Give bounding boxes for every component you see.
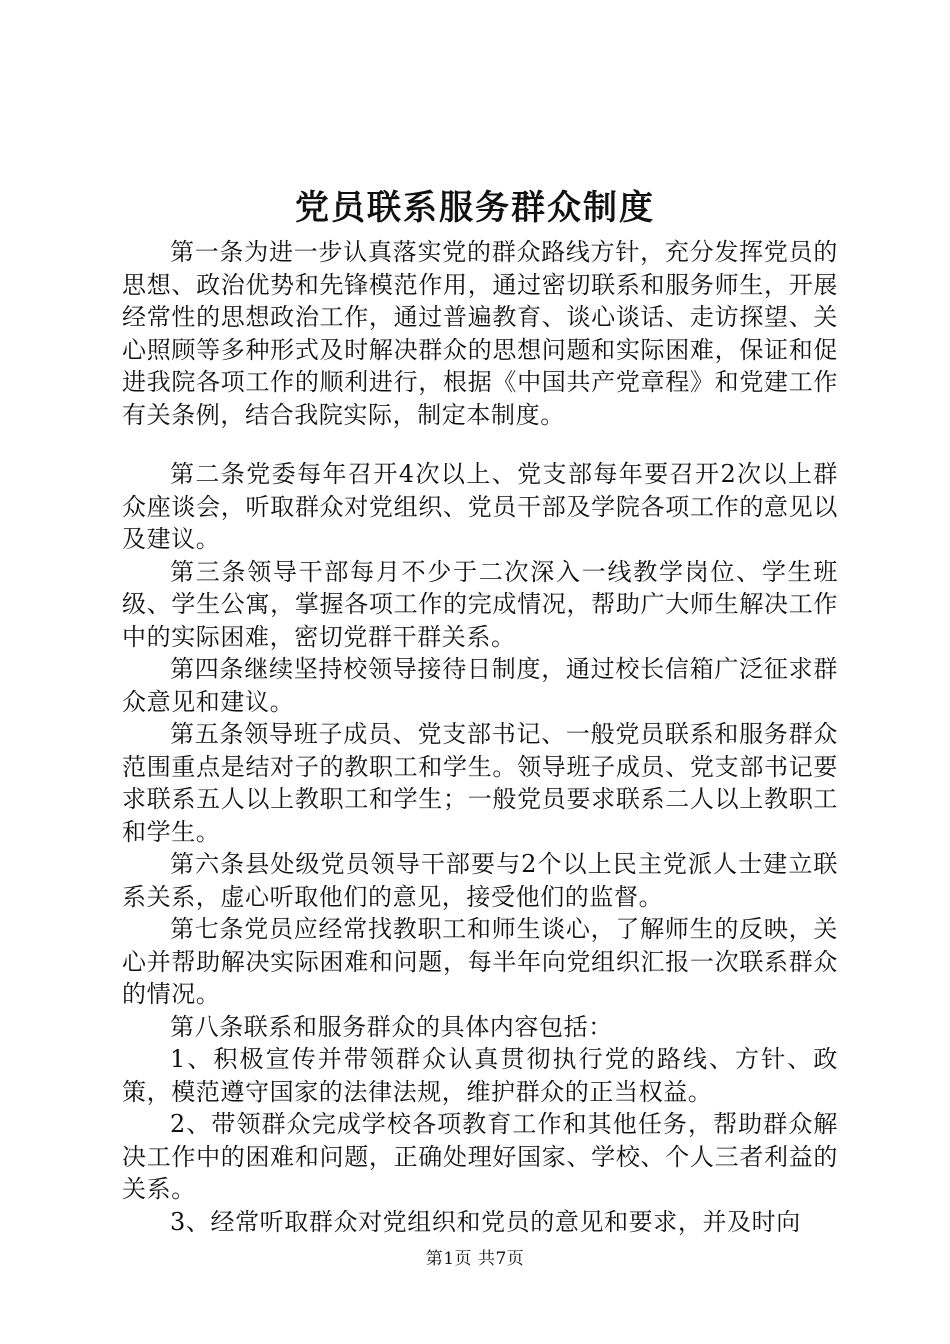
paragraph-article-2: 第二条党委每年召开4次以上、党支部每年要召开2次以上群众座谈会，听取群众对党组织、党员干部及学院各项工作的意见以及建议。: [122, 460, 838, 553]
page-number-footer: 第1页 共7页: [425, 1249, 525, 1269]
paragraph-item-2: 2、带领群众完成学校各项教育工作和其他任务，帮助群众解决工作中的困难和问题，正确处理好国家、学校、个人三者利益的关系。: [122, 1110, 838, 1203]
document-title: 党员联系服务群众制度: [295, 188, 655, 228]
paragraph-article-7: 第七条党员应经常找教职工和师生谈心，了解师生的反映，关心并帮助解决实际困难和问题，每半年向党组织汇报一次联系群众的情况。: [122, 915, 838, 1008]
paragraph-article-8: 第八条联系和服务群众的具体内容包括：: [170, 1012, 613, 1041]
paragraph-article-5: 第五条领导班子成员、党支部书记、一般党员联系和服务群众范围重点是结对子的教职工和学生。领导班子成员、党支部书记要求联系五人以上教职工和学生；一般党员要求联系二人以上教职工和学生。: [122, 720, 838, 846]
paragraph-article-4: 第四条继续坚持校领导接待日制度，通过校长信箱广泛征求群众意见和建议。: [122, 655, 838, 716]
document-body: [122, 236, 838, 1238]
paragraph-item-1: 1、积极宣传并带领群众认真贯彻执行党的路线、方针、政策，模范遵守国家的法律法规，维护群众的正当权益。: [122, 1045, 838, 1106]
paragraph-article-3: 第三条领导干部每月不少于二次深入一线教学岗位、学生班级、学生公寓，掌握各项工作的完成情况，帮助广大师生解决工作中的实际困难，密切党群干群关系。: [122, 557, 838, 651]
paragraph-article-1: 第一条为进一步认真落实党的群众路线方针，充分发挥党员的思想、政治优势和先锋模范作用，通过密切联系和服务师生，开展经常性的思想政治工作，通过普遍教育、谈心谈话、走访探望、关心照顾等多种形式及时解决群众的思想问题和实际困难，保证和促进我院各项工作的顺利进行，根据《中国共产党章程》和党建工作有关条例，结合我院实际，制定本制度。: [122, 238, 838, 429]
paragraph-item-3: 3、经常听取群众对党组织和党员的意见和要求，并及时向: [170, 1207, 801, 1236]
paragraph-article-6: 第六条县处级党员领导干部要与2个以上民主党派人士建立联系关系，虚心听取他们的意见，接受他们的监督。: [122, 850, 838, 911]
